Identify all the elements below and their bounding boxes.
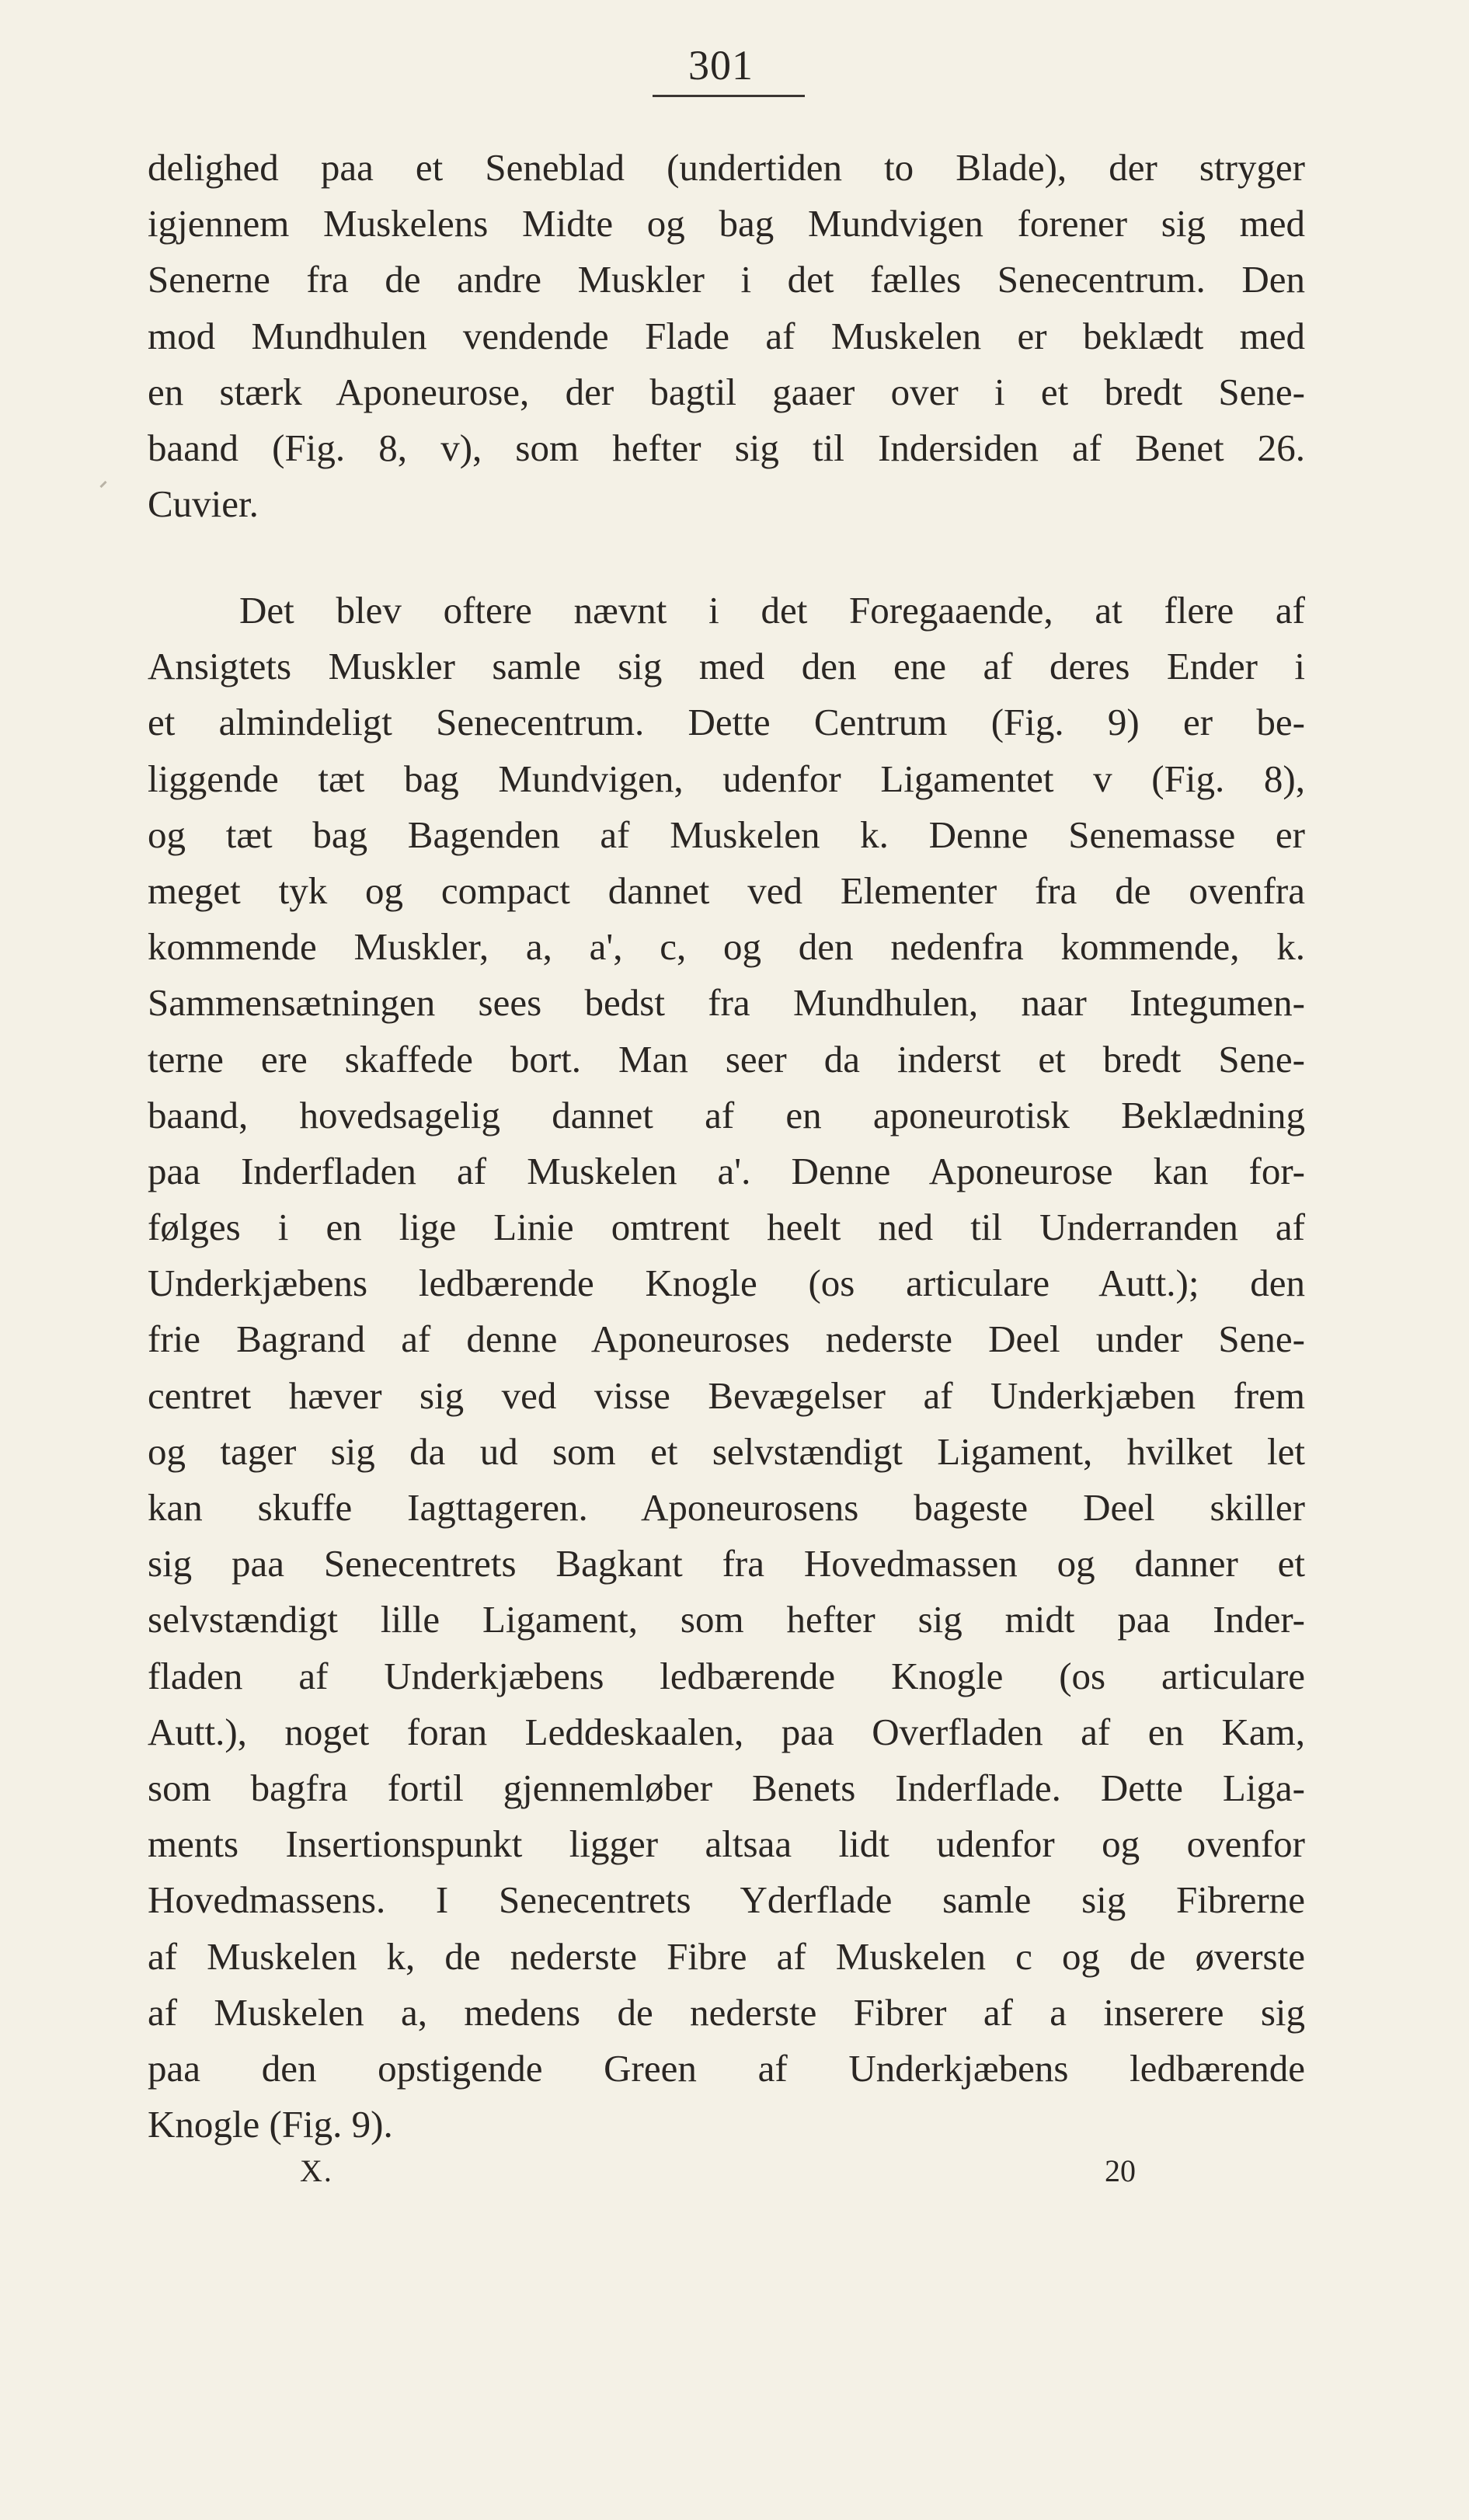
text-line: af Muskelen a, medens de nederste Fibrer af a inserere sig bbox=[148, 1990, 1305, 2034]
text-line: Hovedmassens. I Senecentrets Yderflade samle sig Fibrerne bbox=[148, 1878, 1305, 1922]
text-line: paa den opstigende Green af Underkjæbens ledbærende bbox=[148, 2046, 1305, 2090]
text-line: Autt.), noget foran Leddeskaalen, paa Overfladen af en Kam, bbox=[148, 1710, 1305, 1753]
text-line: kommende Muskler, a, a', c, og den nedenfra kommende, k. bbox=[148, 925, 1305, 969]
text-line: ments Insertionspunkt ligger altsaa lidt udenfor og ovenfor bbox=[148, 1822, 1305, 1866]
text-line: en stærk Aponeurose, der bagtil gaaer over i et bredt Sene- bbox=[148, 370, 1305, 413]
text-line: Ansigtets Muskler samle sig med den ene af deres Ender i bbox=[148, 645, 1305, 688]
text-line: liggende tæt bag Mundvigen, udenfor Ligamentet v (Fig. 8), bbox=[148, 757, 1305, 800]
page-number: 301 bbox=[688, 42, 754, 89]
text-line: Det blev oftere nævnt i det Foregaaende, at flere af bbox=[239, 589, 1305, 632]
text-line: mod Mundhulen vendende Flade af Muskelen er beklædt med bbox=[148, 314, 1305, 357]
text-line: Underkjæbens ledbærende Knogle (os articulare Autt.); den bbox=[148, 1262, 1305, 1305]
text-line: Cuvier. bbox=[148, 482, 259, 526]
text-line: igjennem Muskelens Midte og bag Mundvigen forener sig med bbox=[148, 202, 1305, 245]
text-line: følges i en lige Linie omtrent heelt ned til Underranden af bbox=[148, 1206, 1305, 1249]
text-line: af Muskelen k, de nederste Fibre af Muskelen c og de øverste bbox=[148, 1934, 1305, 1978]
text-line: delighed paa et Seneblad (undertiden to Blade), der stryger bbox=[148, 146, 1305, 189]
print-speck bbox=[99, 481, 106, 488]
text-line: frie Bagrand af denne Aponeuroses nederste Deel under Sene- bbox=[148, 1317, 1305, 1361]
text-line: baand, hovedsagelig dannet af en aponeurotisk Beklædning bbox=[148, 1093, 1305, 1136]
text-line: kan skuffe Iagttageren. Aponeurosens bageste Deel skiller bbox=[148, 1486, 1305, 1529]
text-line: et almindeligt Senecentrum. Dette Centrum (Fig. 9) er be- bbox=[148, 701, 1305, 744]
text-line: baand (Fig. 8, v), som hefter sig til Indersiden af Benet 26. bbox=[148, 426, 1305, 469]
text-line: Sammensætningen sees bedst fra Mundhulen, naar Integumen- bbox=[148, 981, 1305, 1025]
text-line: paa Inderfladen af Muskelen a'. Denne Aponeurose kan for- bbox=[148, 1149, 1305, 1192]
text-line: sig paa Senecentrets Bagkant fra Hovedmassen og danner et bbox=[148, 1542, 1305, 1585]
text-line: og tager sig da ud som et selvstændigt Ligament, hvilket let bbox=[148, 1429, 1305, 1473]
paragraph-1 bbox=[148, 140, 1305, 532]
text-line: centret hæver sig ved visse Bevægelser af Underkjæben frem bbox=[148, 1373, 1305, 1417]
text-line: selvstændigt lille Ligament, som hefter sig midt paa Inder- bbox=[148, 1598, 1305, 1641]
paragraph-2 bbox=[148, 583, 1305, 2153]
text-line: Knogle (Fig. 9). bbox=[148, 2103, 393, 2146]
text-line: terne ere skaffede bort. Man seer da inderst et bredt Sene- bbox=[148, 1037, 1305, 1081]
signature-mark: X. bbox=[300, 2153, 333, 2188]
text-line: som bagfra fortil gjennemløber Benets Inderflade. Dette Liga- bbox=[148, 1766, 1305, 1809]
sheet-number: 20 bbox=[1105, 2153, 1136, 2188]
text-line: og tæt bag Bagenden af Muskelen k. Denne Senemasse er bbox=[148, 813, 1305, 856]
text-line: Senerne fra de andre Muskler i det fælles Senecentrum. Den bbox=[148, 258, 1305, 301]
text-line: fladen af Underkjæbens ledbærende Knogle (os articulare bbox=[148, 1654, 1305, 1697]
text-line: meget tyk og compact dannet ved Elementer fra de ovenfra bbox=[148, 868, 1305, 912]
page-number-rule bbox=[653, 95, 805, 97]
